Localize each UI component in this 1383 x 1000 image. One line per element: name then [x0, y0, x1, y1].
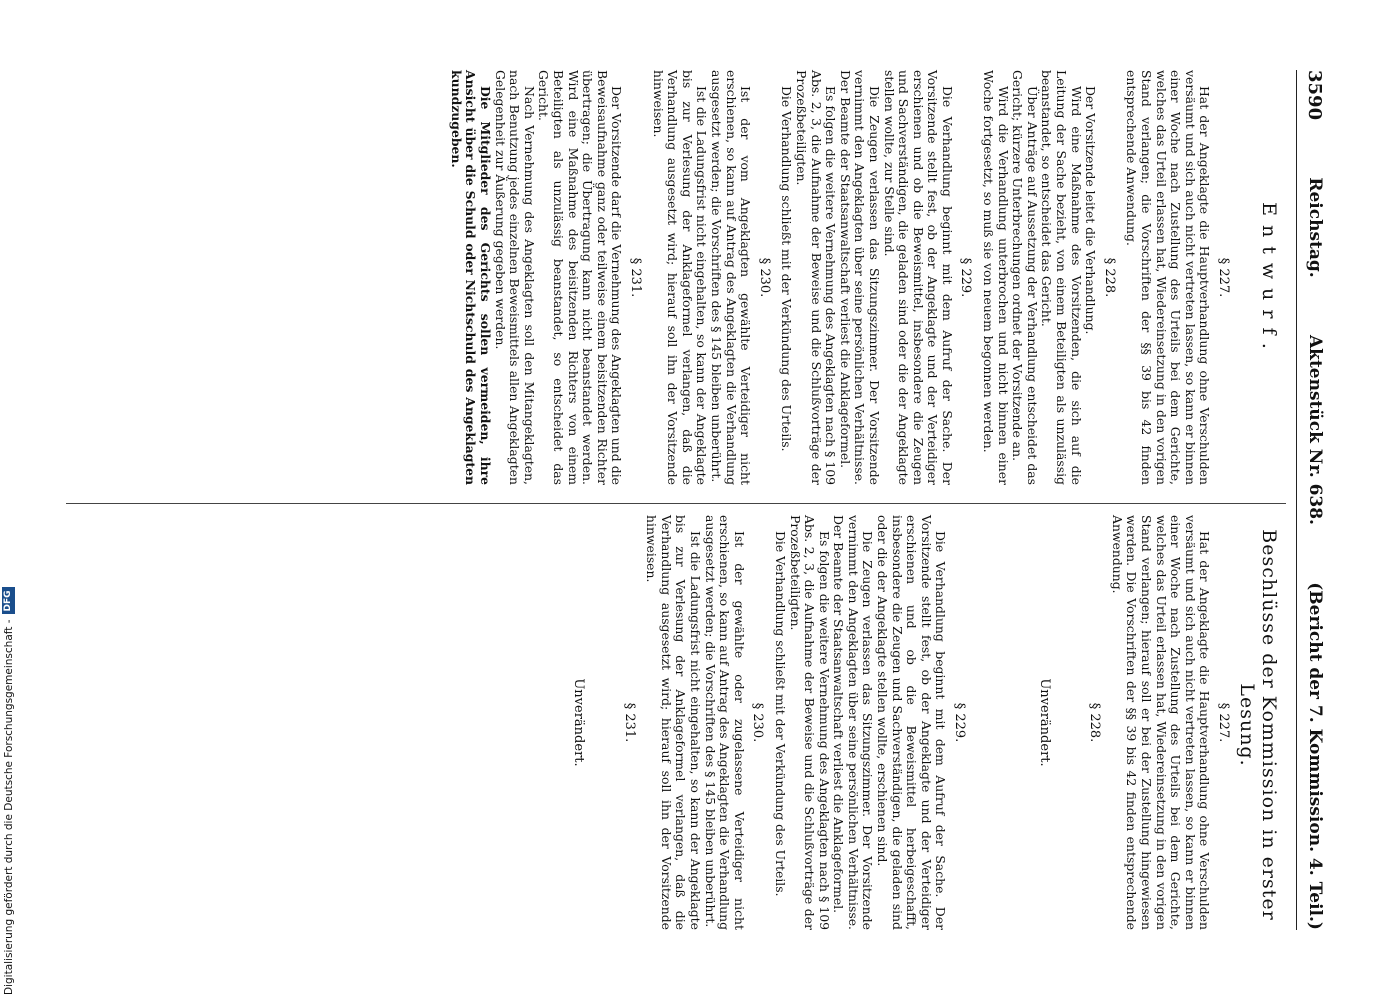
section-228-right — [1036, 515, 1101, 930]
paragraph: Es folgen die weitere Vernehmung des Angeklagten nach § 109 Abs. 2, 3, die Aufnahme der Beweise und die Schlußvorträge der Prozeßbeteiligten. — [787, 515, 832, 930]
section-229-left — [779, 70, 973, 485]
paragraph: Hat der Angeklagte die Hauptverhandlung ohne Verschulden versäumt und sich auch nicht vertreten lassen, so kann er binnen einer Woche nach Zustellung des Urteils bei dem Gerichte, welches das Urteil erlassen hat, Wiedereinsetzung in den vorigen Stand verlangen; hierauf soll er bei der Zustellung hingewiesen werden. Die Vorschriften der §§ 39 bis 42 finden entsprechende Anwendung. — [1109, 515, 1213, 930]
paragraph: Über Anträge auf Aussetzung der Verhandlung entscheidet das Gericht; kürzere Unterbrechungen ordnet der Vorsitzende an. — [1010, 70, 1040, 485]
section-230-left — [650, 70, 771, 485]
section-230-right — [644, 515, 765, 930]
document-number: Aktenstück Nr. 638. — [1305, 334, 1325, 525]
section-227-right — [1109, 515, 1230, 930]
unchanged-note: Unverändert. — [571, 678, 586, 767]
paragraph: Die Verhandlung schließt mit der Verkündung des Urteils. — [772, 531, 788, 897]
column-divider — [66, 503, 1286, 504]
page-number: 3590 — [1304, 70, 1326, 121]
paragraph: Nach Vernehmung des Angeklagten soll den Mitangeklagten, nach Benutzung jedes einzelnen Beweismittels allen Angeklagten Gelegenheit zur Äußerung gegeben werden. — [492, 70, 537, 485]
section-heading: § 231. — [628, 257, 644, 298]
section-228-left — [981, 70, 1116, 485]
credit-text: Digitalisierung gefördert durch die Deutsche Forschungsgemeinschaft - — [2, 619, 15, 995]
paragraph: Hat der Angeklagte die Hauptverhandlung ohne Verschulden versäumt und sich auch nicht vertreten lassen, so kann er binnen einer Woche nach Zustellung des Urteils bei dem Gerichte, welches das Urteil erlassen hat, Wiedereinsetzung in den vorigen Stand verlangen; die Vorschriften der §§ 39 bis 42 finden entsprechende Anwendung. — [1124, 70, 1213, 485]
section-231-right — [570, 515, 635, 930]
section-heading: § 230. — [756, 257, 772, 298]
paragraph: Die Mitglieder des Gerichts sollen vermeiden, ihre Ansicht über die Schuld oder Nichtschuld des Angeklagten kundzugeben. — [448, 70, 494, 485]
digitization-credit — [2, 587, 15, 995]
paragraph: Wird die Verhandlung unterbrochen und nicht binnen einer Woche fortgesetzt, so muß sie von neuem begonnen werden. — [981, 70, 1011, 485]
document-page — [65, 70, 1330, 930]
paragraph: Die Zeugen verlassen das Sitzungszimmer. Der Vorsitzende vernimmt den Angeklagten über seine persönlichen Verhältnisse. Der Beamte der Staatsanwaltschaft verliest die Anklageformel. — [837, 70, 882, 485]
paragraph: Ist die Ladungsfrist nicht eingehalten, so kann der Angeklagte bis zur Verlesung der Anklageformel verlangen, daß die Verhandlung ausgesetzt wird; hierauf soll ihn der Vorsitzende hinweisen. — [644, 515, 703, 930]
report-label: (Bericht der 7. Kommission. 4. Teil.) — [1305, 582, 1325, 930]
section-heading: § 228. — [1101, 257, 1117, 298]
paragraph: Ist der gewählte oder zugelassene Verteidiger nicht erschienen, so kann auf Antrag des Angeklagten die Verhandlung ausgesetzt werden; die Vorschriften des § 145 bleiben unberührt. — [702, 515, 747, 930]
right-column — [500, 515, 1238, 930]
paragraph: Die Verhandlung beginnt mit dem Aufruf der Sache. Der Vorsitzende stellt fest, ob der Angeklagte und der Verteidiger erschienen und ob die Beweismittel, insbesondere die Zeugen und Sachverständigen, die geladen sind oder die der Angeklagte stellen wollte, zur Stelle sind. — [881, 70, 955, 485]
publication-name: Reichstag. — [1305, 177, 1325, 278]
left-column — [448, 70, 1238, 485]
right-column-title: Beschlüsse der Kommission in erster Lesung. — [1236, 529, 1280, 921]
paragraph: Ist der vom Angeklagten gewählte Verteidiger nicht erschienen, so kann auf Antrag des Angeklagten die Verhandlung ausgesetzt werden; die Vorschriften des § 145 bleiben unberührt. — [709, 70, 754, 485]
section-heading: § 231. — [621, 702, 637, 743]
dfg-logo: DFG — [2, 587, 15, 614]
paragraph: Die Verhandlung schließt mit der Verkündung des Urteils. — [779, 86, 795, 452]
paragraph: Wird eine Maßnahme des Vorsitzenden, die sich auf die Leitung der Sache bezieht, von einem Beteiligten als unzulässig beanstandet, so entscheidet das Gericht. — [1039, 70, 1084, 485]
paragraph: Der Vorsitzende darf die Vernehmung des Angeklagten und die Beweisaufnahme ganz oder teilweise einem beisitzenden Richter übertragen; die Übertragung kann nicht beanstandet werden. Wird eine Maßnahme des beisitzenden Richters von einem Beteiligten als unzulässig beanstandet, so entscheidet das Gericht. — [536, 70, 625, 485]
unchanged-note: Unverändert. — [1036, 678, 1052, 767]
section-229-right — [772, 515, 966, 930]
page-header — [1300, 70, 1330, 930]
section-heading: § 230. — [750, 702, 766, 743]
paragraph: Die Verhandlung beginnt mit dem Aufruf der Sache. Der Vorsitzende stellt fest, ob der Angeklagte und der Verteidiger erschienen und ob die Beweismittel herbeigeschafft, insbesondere die Zeugen und Sachverständigen, die geladen sind oder die der Angeklagte stellen wollte, erschienen sind. — [875, 515, 949, 930]
section-heading: § 227. — [1216, 257, 1231, 298]
section-heading: § 227. — [1216, 702, 1231, 743]
header-rule — [1296, 70, 1297, 930]
paragraph: Die Zeugen verlassen das Sitzungszimmer. Der Vorsitzende vernimmt den Angeklagten über seine persönlichen Verhältnisse. Der Beamte der Staatsanwaltschaft verliest die Anklageformel. — [831, 515, 876, 930]
left-column-title: Entwurf. — [1258, 202, 1280, 358]
section-227-left — [1124, 70, 1230, 485]
section-231-left — [448, 70, 642, 485]
paragraph: Der Vorsitzende leitet die Verhandlung. — [1083, 86, 1099, 335]
section-heading: § 229. — [958, 257, 974, 298]
section-heading: § 228. — [1087, 702, 1103, 743]
paragraph: Es folgen die weitere Vernehmung des Angeklagten nach § 109 Abs. 2, 3, die Aufnahme der Beweise und die Schlußvorträge der Prozeßbeteiligten. — [793, 70, 839, 485]
section-heading: § 229. — [952, 702, 968, 743]
paragraph: Ist die Ladungsfrist nicht eingehalten, so kann der Angeklagte bis zur Verlesung der Anklageformel verlangen, daß die Verhandlung ausgesetzt wird; hierauf soll ihn der Vorsitzende hinweisen. — [650, 70, 710, 485]
